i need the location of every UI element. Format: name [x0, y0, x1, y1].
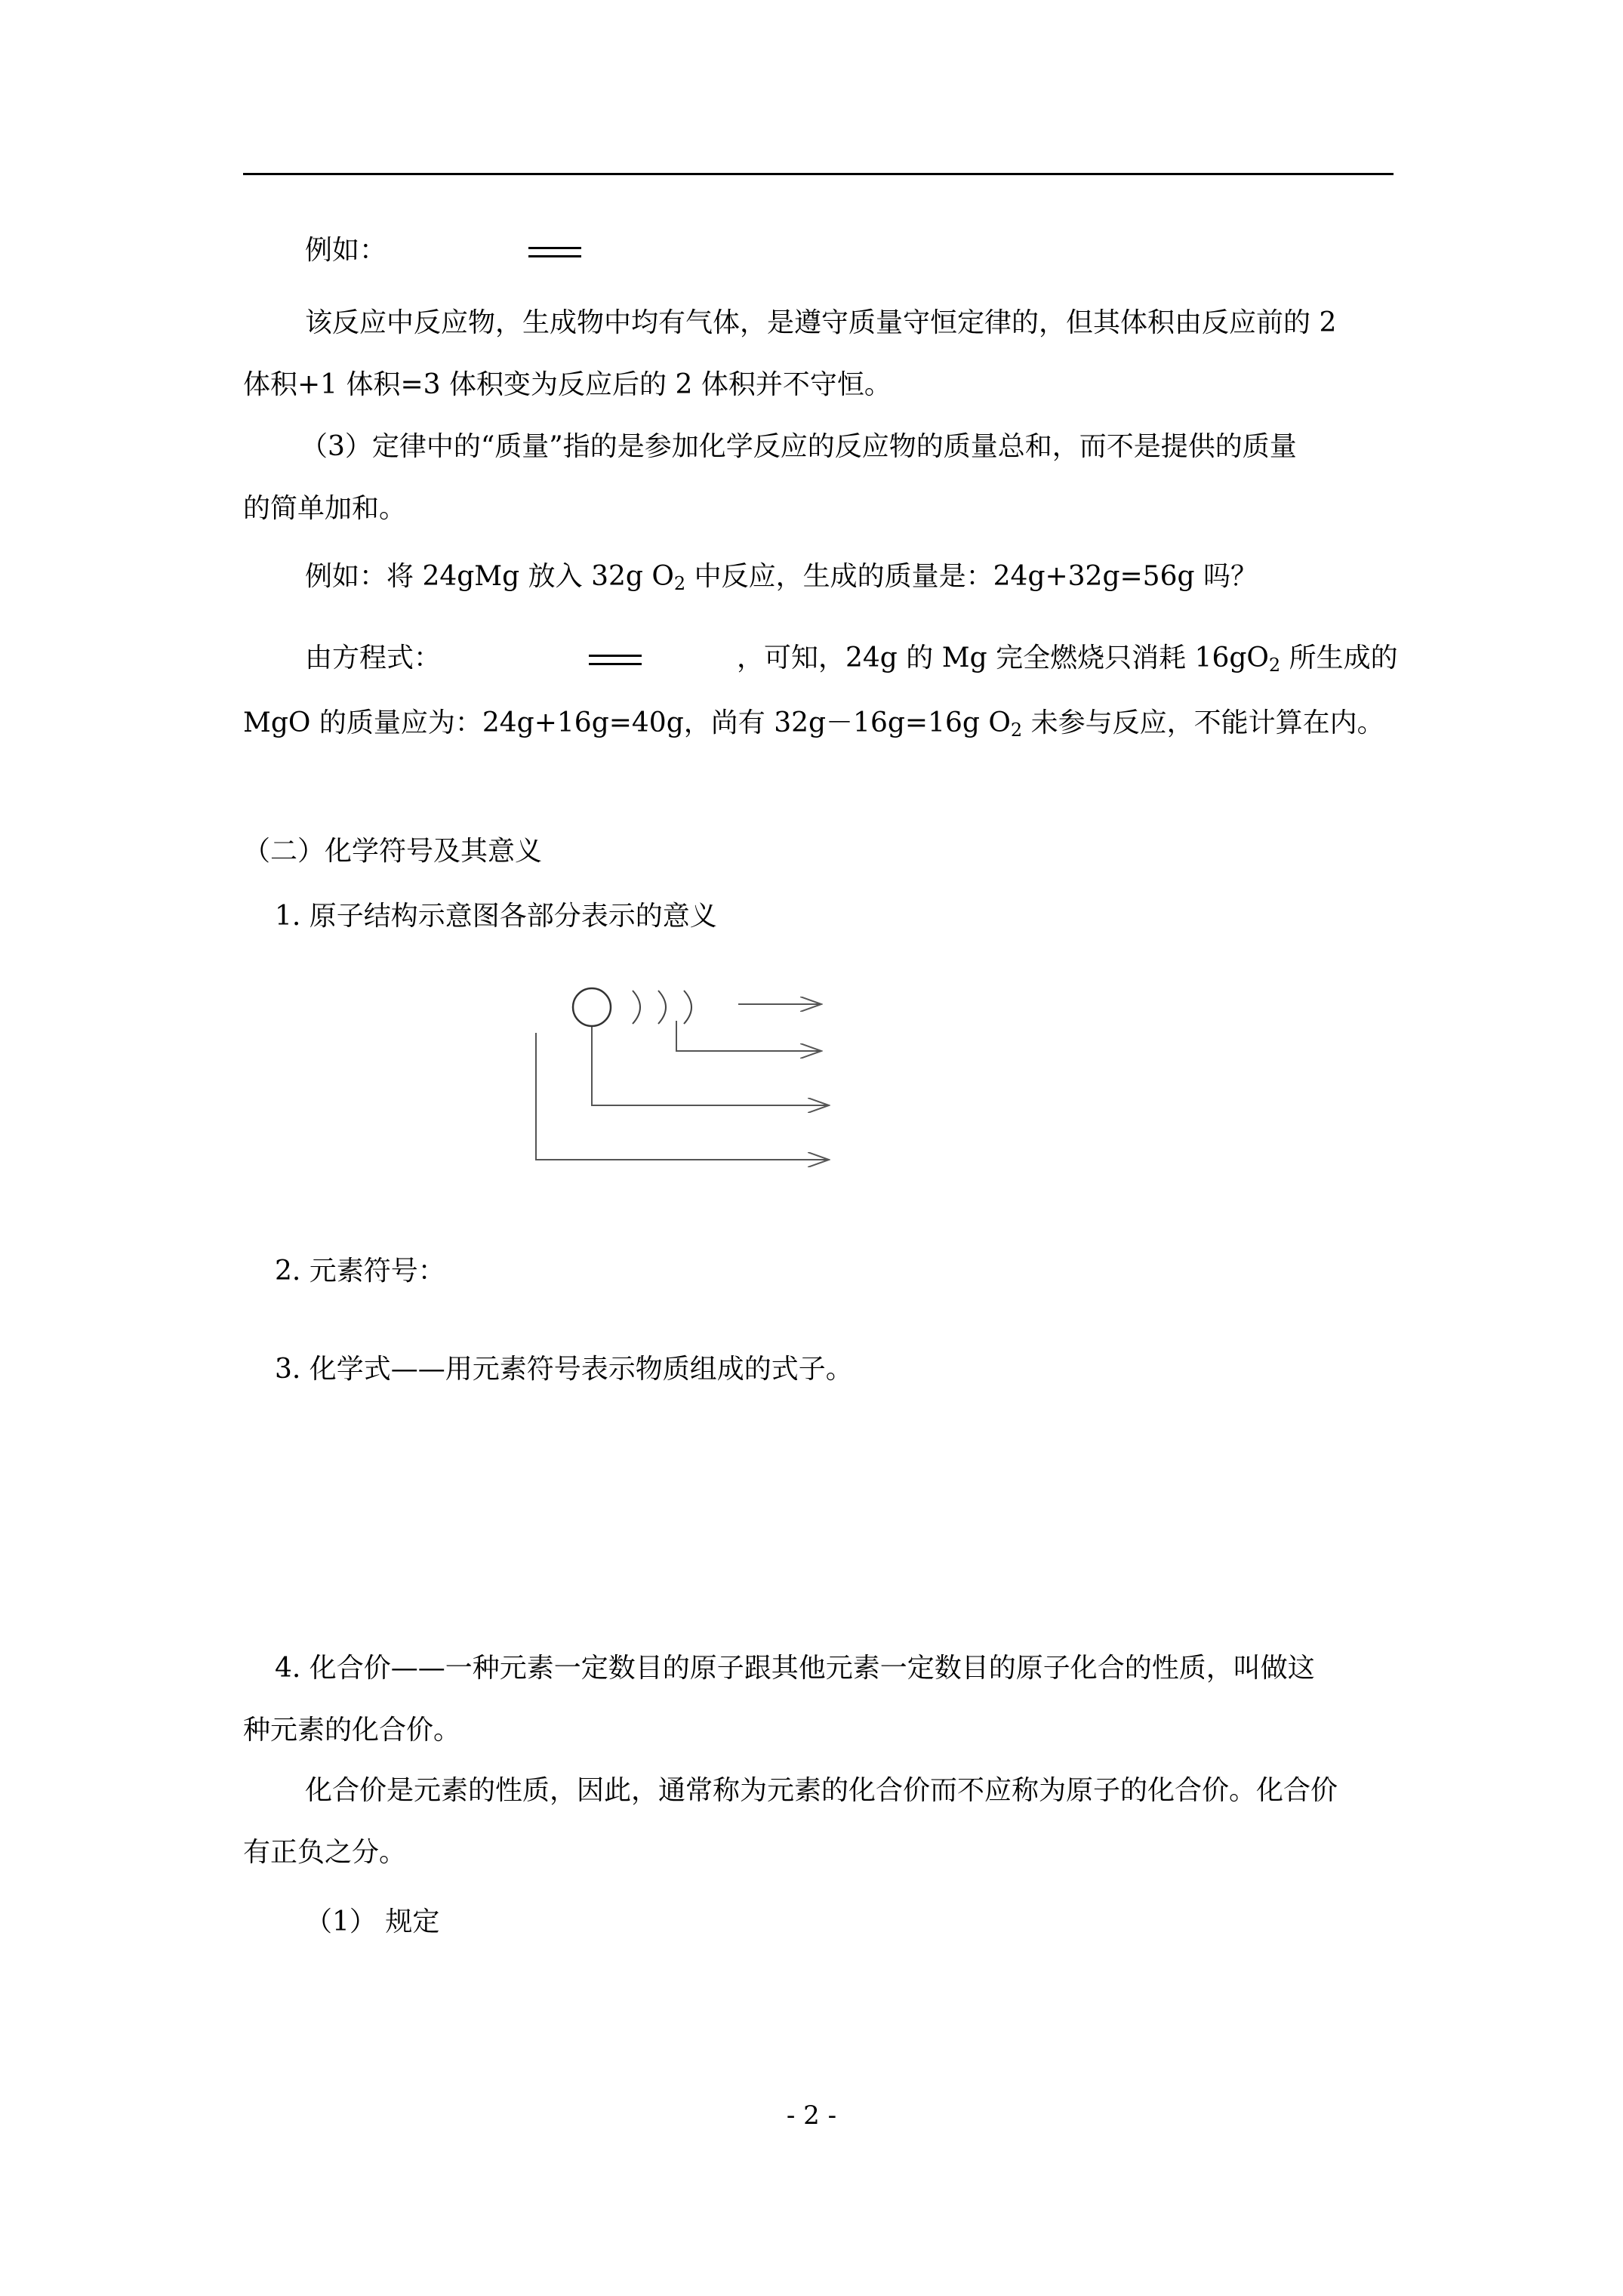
equation-conclusion2-text-b: 未参与反应，不能计算在内。	[1022, 707, 1384, 738]
example-mg-sub: 2	[673, 573, 686, 594]
paragraph-mass-line1: （3）定律中的“质量”指的是参加化学反应的反应物的质量总和，而不是提供的质量	[300, 431, 1297, 462]
section-title-chemical-symbols: （二）化学符号及其意义	[243, 836, 543, 867]
arrow-nucleus	[536, 1033, 829, 1160]
item-element-symbol: 2. 元素符号：	[275, 1256, 445, 1287]
arrow-electron-shell	[676, 1021, 821, 1051]
equation-conclusion2-text-a: MgO 的质量应为：24g+16g=40g，尚有 32g－16g=16g O	[243, 707, 1011, 738]
equation-conclusion-sub: 2	[1268, 655, 1281, 676]
paragraph-volume-line2: 体积+1 体积=3 体积变为反应后的 2 体积并不守恒。	[243, 369, 892, 400]
equation-conclusion-text-a: ，可知，24g 的 Mg 完全燃烧只消耗 16gO	[737, 643, 1269, 673]
page-number: - 2 -	[786, 2100, 837, 2131]
example-mg-text-b: 中反应，生成的质量是：24g+32g=56g 吗？	[685, 561, 1258, 592]
arrow-nucleus-charge	[592, 1027, 829, 1105]
item-chemical-formula: 3. 化学式——用元素符号表示物质组成的式子。	[275, 1354, 853, 1385]
nucleus-circle	[573, 988, 611, 1026]
equation-intro-label: 由方程式：	[305, 643, 442, 673]
equation-conclusion-text-b: 所生成的	[1280, 643, 1398, 673]
item-valence-line2: 种元素的化合价。	[243, 1715, 461, 1746]
electron-shell-arc-3	[684, 991, 691, 1024]
equation-conclusion-line2	[243, 705, 1384, 741]
paragraph-valence-line1: 化合价是元素的性质，因此，通常称为元素的化合价而不应称为原子的化合价。化合价	[305, 1775, 1338, 1806]
equation-equals-sign-1	[528, 247, 581, 257]
example-mg-line	[305, 559, 1258, 595]
equation-conclusion2-sub: 2	[1010, 720, 1023, 741]
item-atomic-structure: 1. 原子结构示意图各部分表示的意义	[275, 901, 717, 932]
header-rule	[243, 173, 1394, 175]
atomic-structure-diagram	[521, 974, 845, 1170]
paragraph-volume-line1: 该反应中反应物，生成物中均有气体，是遵守质量守恒定律的，但其体积由反应前的 2	[305, 307, 1337, 338]
electron-shell-arc-1	[633, 991, 640, 1024]
example-mg-text-a: 例如：将 24gMg 放入 32g O	[305, 561, 674, 592]
equation-conclusion-line1	[737, 640, 1398, 676]
item-valence-line1: 4. 化合价——一种元素一定数目的原子跟其他元素一定数目的原子化合的性质，叫做这	[275, 1653, 1315, 1684]
subheading-rules: （1） 规定	[305, 1906, 440, 1937]
equation-equals-sign-2	[589, 655, 642, 665]
electron-shell-arc-2	[658, 991, 666, 1024]
example-label-1: 例如：	[305, 235, 387, 266]
paragraph-mass-line2: 的简单加和。	[243, 493, 407, 524]
paragraph-valence-line2: 有正负之分。	[243, 1837, 407, 1868]
